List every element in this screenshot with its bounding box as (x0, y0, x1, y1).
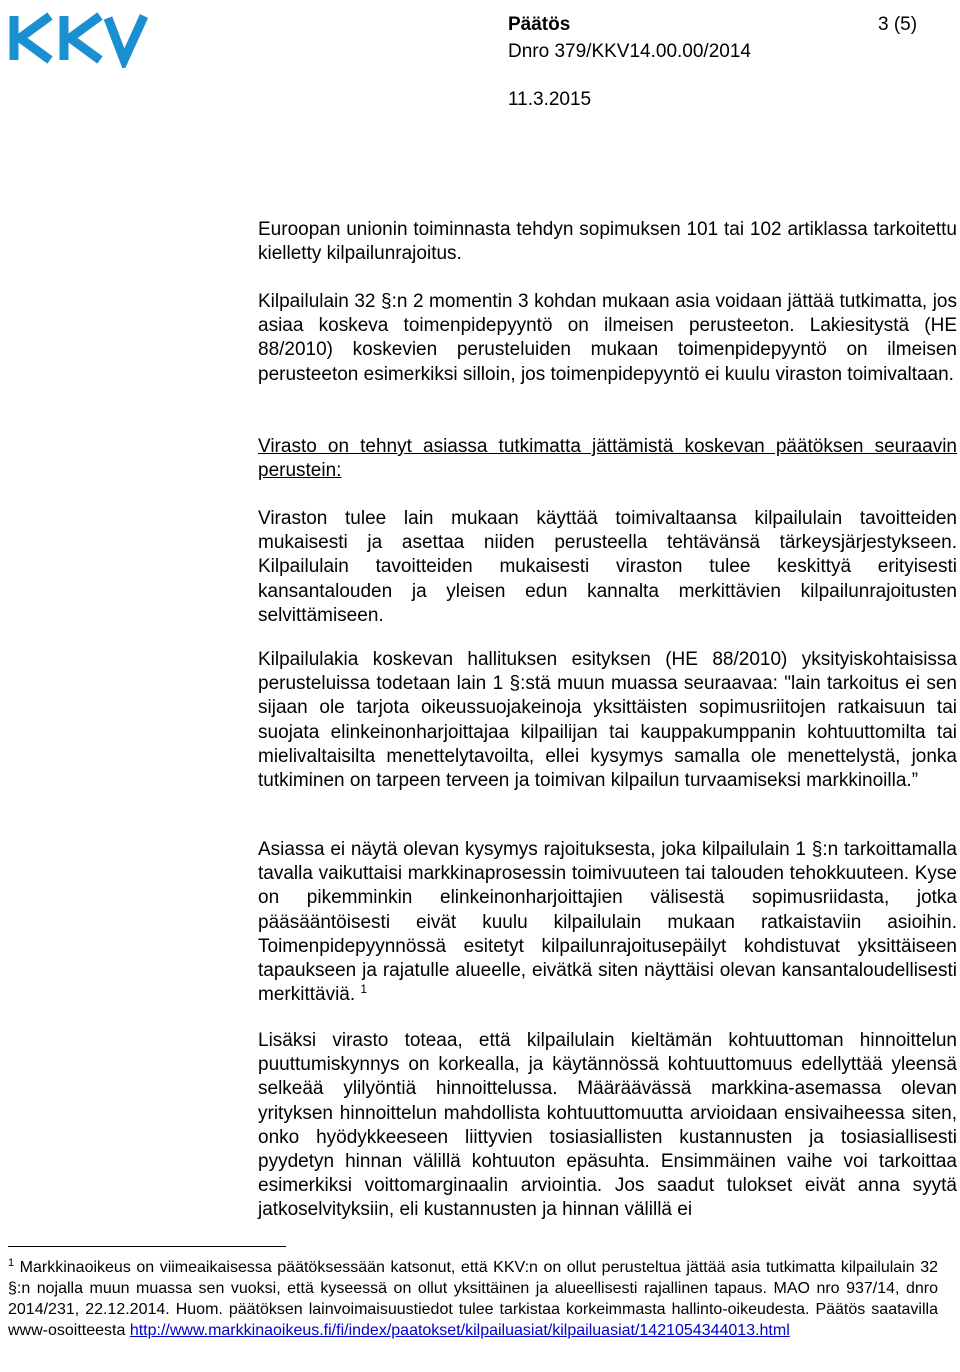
paragraph-5: Kilpailulakia koskevan hallituksen esityksen (HE 88/2010) yksityiskohtaisissa perusteluissa todetaan lain 1 §:stä muun muassa seuraavaa: "lain tarkoitus ei sen sijaan ole tarjota oikeussuojakeinoja yksittäisten sopimusriitojen ratkaisuun tai suojata elinkeinonharjoittajaa kilpailijan tai kauppakumppanin kohtuuttomilta tai mielivaltaisilta menettelytavoilta, ellei kysymys samalla ole menettelystä, jonka tutkiminen on tarpeen terveen ja toimivan kilpailun turvaamiseksi markkinoilla.” (258, 649, 957, 792)
document-date: 11.3.2015 (508, 89, 592, 110)
kkv-logo (6, 8, 148, 68)
record-number: Dnro 379/KKV14.00.00/2014 (508, 41, 751, 62)
document-type: Päätös (508, 14, 571, 35)
paragraph-4: Viraston tulee lain mukaan käyttää toimivaltaansa kilpailulain tavoitteiden mukaisesti ja asettaa niiden perusteella tehtävänsä tärkeysjärjestykseen. Kilpailulain tavoitteiden mukaisesti viraston tulee keskittyä erityisesti kansantalouden ja yleisen edun kannalta merkittävien kilpailunrajoitusten selvittämiseen. (258, 508, 957, 626)
paragraph-6 (258, 838, 957, 1007)
footnote-text: Markkinaoikeus on viimeaikaisessa päätöksessään katsonut, että KKV:n on ollut perusteltua jättää asia tutkimatta kilpailulain 32 §:n nojalla muun muassa sen vuoksi, että kyseessä on ollut yksittäinen ja alueellisesti rajallinen tapaus. MAO nro 937/14, dnro 2014/231, 22.12.2014. Huom. päätöksen lainvoimaisuustiedot tulee tarkistaa korkeimmasta hallinto-oikeudesta. Päätös saatavilla www-osoitteesta (8, 1259, 938, 1339)
paragraph-1: Euroopan unionin toiminnasta tehdyn sopimuksen 101 tai 102 artiklassa tarkoitettu kielletty kilpailunrajoitus. (258, 219, 957, 265)
paragraph-3-heading: Virasto on tehnyt asiassa tutkimatta jättämistä koskevan päätöksen seuraavin perustein: (258, 436, 957, 482)
footnote-link[interactable]: http://www.markkinaoikeus.fi/fi/index/paatokset/kilpailuasiat/kilpailuasiat/1421054344013.html (129, 1322, 790, 1339)
footnote (8, 1257, 938, 1341)
paragraph-6-text: Asiassa ei näytä olevan kysymys rajoituksesta, joka kilpailulain 1 §:n tarkoittamalla tavalla vaikuttaisi markkinaprosessin toimivuuteen tai talouden tehokkuuteen. Kyse on pikemminkin elinkeinonharjoittajien välisestä sopimusriidasta, jotka pääsääntöisesti eivät kuulu kilpailulain mukaan ratkaistaviin asioihin. Toimenpidepyynnössä esitetyt kilpailunrajoitusepäilyt kohdistuvat yksittäiseen tapaukseen ja rajatulle alueelle, eivätkä siten näyttäisi olevan kansantaloudellisesti merkittäviä. (258, 839, 957, 1006)
footnote-divider (8, 1246, 286, 1247)
footnote-ref[interactable]: 1 (360, 982, 368, 997)
paragraph-7: Lisäksi virasto toteaa, että kilpailulain kieltämän kohtuuttoman hinnoittelun puuttumiskynnys on korkealla, ja käytännössä kohtuuttomuus edellyttää yleensä selkeää ylilyöntiä hinnoittelussa. Määräävässä markkina-asemassa olevan yrityksen hinnoittelun mahdollista kohtuuttomuutta arvioidaan ensivaiheessa siten, onko hyödykkeeseen liittyvien tosiasiallisten kustannusten ja tosiasiallisesti pyydetyn hinnan välillä kohtuuton epäsuhta. Ensimmäinen vaihe voi tarkoittaa esimerkiksi voittomarginaalin arviointia. Jos saadut tulokset eivät anna syytä jatkoselvityksiin, eli kustannusten ja hinnan välillä ei (258, 1030, 957, 1221)
page-number: 3 (5) (878, 14, 918, 35)
footnote-number: 1 (8, 1257, 15, 1269)
paragraph-2: Kilpailulain 32 §:n 2 momentin 3 kohdan mukaan asia voidaan jättää tutkimatta, jos asiaa koskeva toimenpidepyyntö on ilmeisen perusteeton. Lakiesitystä (HE 88/2010) koskevien perusteluiden mukaan toimenpidepyyntö on ilmeisen perusteeton esimerkiksi silloin, jos toimenpidepyyntö ei kuulu viraston toimivaltaan. (258, 291, 957, 385)
